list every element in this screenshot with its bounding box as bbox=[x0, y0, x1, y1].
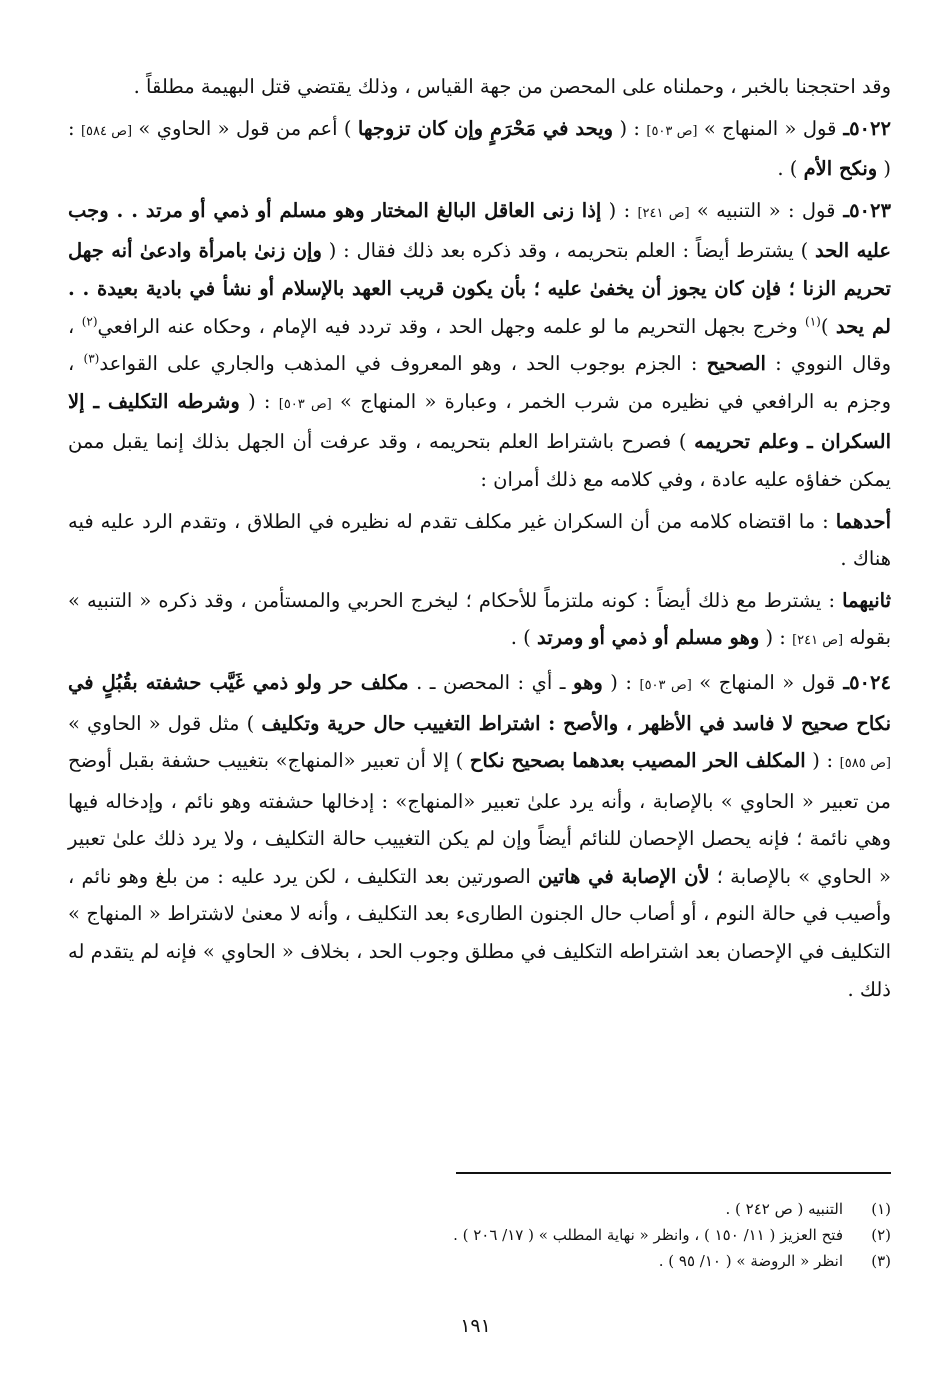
footnote-marker: (٢) bbox=[81, 314, 98, 329]
text-run: ) أعم من قول « الحاوي » bbox=[132, 116, 358, 140]
text-run: قول : « التنبيه » bbox=[689, 198, 836, 222]
main-text bbox=[68, 68, 891, 1012]
bold-quote: الصحيح bbox=[706, 352, 766, 376]
bold-quote: ونكح الأم bbox=[803, 157, 878, 181]
text-run: : ما اقتضاه كلامه من أن السكران غير مكلف تقدم له نظيره في الطلاق ، وتقدم الرد عليه فيه هناك . bbox=[68, 509, 891, 571]
text-run: وقد احتججنا بالخبر ، وحملناه على المحصن من جهة القياس ، وذلك يقتضي قتل البهيمة مطلقاً . bbox=[133, 75, 891, 98]
paragraph bbox=[68, 192, 891, 499]
footnote-number: (٢) bbox=[871, 1226, 891, 1244]
bold-quote: ٥٠٢٢ـ bbox=[836, 116, 891, 140]
footnote-item bbox=[60, 1248, 891, 1274]
text-run: ، وقال النووي : bbox=[68, 314, 891, 376]
paragraph bbox=[68, 664, 891, 1008]
text-run: ) إلا أن تعبير «المنهاج» بتغييب حشفة بقبل أوضح من تعبير « الحاوي » بالإصابة ، وأنه يرد علىٰ تعبير «المنهاج» : إدخالها حشفته وهو نائم ، وإدخاله فيها وهي نائمة ؛ فإنه يحصل الإحصان للنائم أيضاً وإن لم يكن التغييب حالة التكليف ، ولا يرد ذلك علىٰ تعبير « الحاوي » بالإصابة ؛ bbox=[68, 749, 891, 888]
page-reference: [ص ٥٠٣] bbox=[278, 396, 332, 412]
footnote-text: التنبيه ( ص ٢٤٢ ) . bbox=[725, 1200, 843, 1218]
footnote-text: فتح العزيز ( ١١/ ١٥٠ ) ، وانظر « نهاية المطلب » ( ١٧/ ٢٠٦ ) . bbox=[453, 1226, 843, 1244]
bold-quote: مكلف حر ولو ذمي غَيَّب حشفته بقُبُلٍ في نكاح صحيح لا فاسد في الأظهر ، والأصح : اشتراط التغييب حال حرية وتكليف bbox=[68, 670, 891, 735]
footnote-text: انظر « الروضة » ( ١٠/ ٩٥ ) . bbox=[658, 1252, 843, 1270]
bold-quote: لأن الإصابة في هاتين bbox=[537, 864, 710, 888]
page-reference: [ص ٥٠٣] bbox=[646, 123, 698, 139]
page-reference: [ص ٥٨٤] bbox=[80, 123, 133, 139]
text-run: : ( bbox=[805, 749, 840, 773]
text-run: : ( bbox=[68, 116, 891, 181]
bold-quote: وهو bbox=[573, 670, 603, 694]
bold-quote: وإن زنىٰ بامرأة وادعىٰ أنه جهل تحريم الزنا ؛ فإن كان يجوز أن يخفىٰ عليه ؛ بأن يكون قريب العهد بالإسلام أو نشأ في بادية بعيدة . . لم يحد bbox=[68, 239, 891, 338]
text-run: ـ أي : المحصن ـ . bbox=[408, 670, 573, 694]
bold-quote: أحدهما bbox=[835, 509, 891, 533]
footnote-item bbox=[60, 1196, 891, 1222]
bold-quote: ٥٠٢٤ـ bbox=[835, 670, 891, 694]
page-reference: [ص ٢٤١] bbox=[637, 205, 690, 221]
page-number: ١٩١ bbox=[460, 1315, 491, 1337]
bold-quote: وشرطه التكليف ـ إلا السكران ـ وعلم تحريمه bbox=[68, 389, 891, 454]
text-run: : الجزم بوجوب الحد ، وهو المعروف في المذهب والجاري على القواعد bbox=[99, 352, 707, 376]
bold-quote: ثانيهما bbox=[842, 588, 891, 612]
footnote-marker: (٣) bbox=[83, 351, 100, 366]
bold-quote: إذا زنى العاقل البالغ المختار وهو مسلم أو ذمي أو مرتد . . وجب عليه الحد bbox=[68, 198, 892, 263]
bold-quote: وهو مسلم أو ذمي أو ومرتد bbox=[536, 626, 760, 650]
page-reference: [ص ٥٨٥] bbox=[839, 756, 891, 772]
paragraph bbox=[68, 503, 891, 578]
paragraph bbox=[68, 68, 891, 106]
text-run: وخرج بجهل التحريم ما لو علمه وجهل الحد ، وقد تردد فيه الإمام ، وحكاه عنه الرافعي bbox=[97, 314, 805, 338]
bold-quote: المكلف الحر المصيب بعدهما بصحيح نكاح bbox=[469, 749, 806, 773]
text-run: ) يشترط أيضاً : العلم بتحريمه ، وقد ذكره بعد ذلك فقال : ( bbox=[321, 239, 816, 263]
text-run: قول « المنهاج » bbox=[697, 116, 837, 140]
text-run: ) . bbox=[777, 157, 804, 181]
paragraph bbox=[68, 110, 891, 188]
text-run: : ( bbox=[759, 626, 793, 650]
text-run: ) . bbox=[510, 626, 537, 650]
footnote-divider bbox=[456, 1172, 891, 1174]
text-run: قول « المنهاج » bbox=[691, 670, 836, 694]
text-run: : ( bbox=[239, 389, 279, 413]
footnote-item bbox=[60, 1222, 891, 1248]
text-run: ) مثل قول « الحاوي » bbox=[68, 711, 262, 735]
footnote-number: (١) bbox=[871, 1200, 891, 1218]
text-run: ) bbox=[820, 314, 836, 338]
page-reference: [ص ٥٠٣] bbox=[639, 677, 692, 693]
paragraph bbox=[68, 582, 891, 660]
page-reference: [ص ٢٤١] bbox=[792, 633, 844, 649]
text-run: : ( bbox=[613, 116, 647, 140]
bold-quote: ويحد في مَحْرَمٍ وإن كان تزوجها bbox=[357, 116, 614, 140]
footnote-marker: (١) bbox=[805, 314, 821, 329]
text-run: : ( bbox=[602, 670, 640, 694]
text-run: : يشترط مع ذلك أيضاً : كونه ملتزماً للأحكام ؛ ليخرج الحربي والمستأمن ، وقد ذكره « التنبيه » بقوله bbox=[68, 588, 891, 650]
footnote-number: (٣) bbox=[871, 1252, 891, 1270]
text-run: الصورتين بعد التكليف ، لكن يرد عليه : من بلغ وهو نائم ، وأصيب في حالة النوم ، أو أصاب حال الجنون الطارىء بعد التكليف ، وأنه لا معنىٰ لاشتراط « المنهاج » التكليف في الإحصان بعد اشتراطه التكليف في مطلق وجوب الحد ، بخلاف « الحاوي » فإنه لم يتقدم له ذلك . bbox=[68, 864, 891, 1001]
bold-quote: ٥٠٢٣ـ bbox=[835, 198, 891, 222]
text-run: ) فصرح باشتراط العلم بتحريمه ، وقد عرفت أن الجهل بذلك إنما يقبل ممن يمكن خفاؤه عليه عادة ، وفي كلامه مع ذلك أمران : bbox=[68, 430, 891, 491]
footnotes bbox=[60, 1196, 891, 1274]
text-run: : ( bbox=[601, 198, 638, 222]
text-run: ، وجزم به الرافعي في نظيره من شرب الخمر ، وعبارة « المنهاج » bbox=[68, 352, 892, 413]
